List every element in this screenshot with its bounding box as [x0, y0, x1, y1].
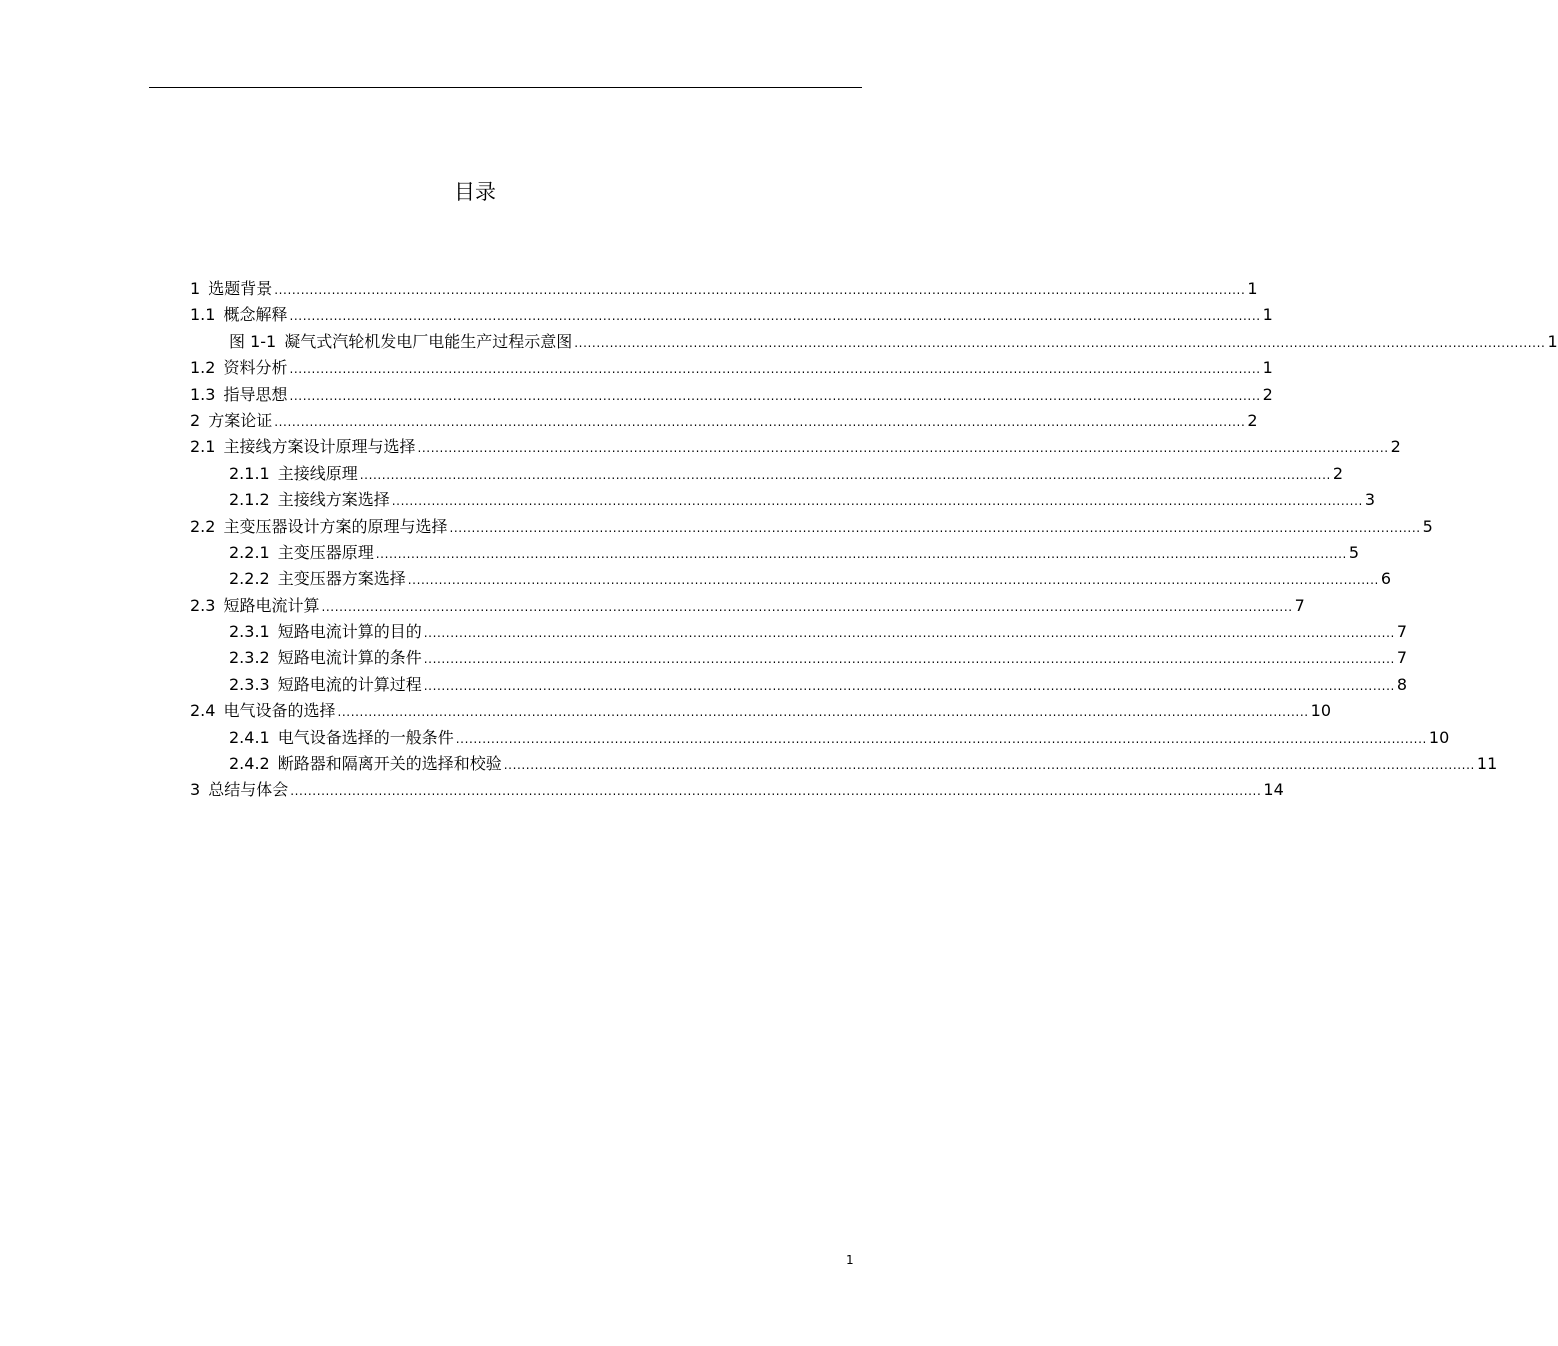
toc-entry-number: 2.3.3 — [229, 674, 270, 694]
toc-entry[interactable] — [190, 672, 1408, 698]
page-number: 1 — [846, 1253, 854, 1267]
toc-entry-text: 选题背景 — [208, 279, 273, 298]
toc-entry-text: 主接线原理 — [277, 463, 358, 483]
toc-dot-leader: ............................................................................................................................................................................................................................ — [407, 573, 1379, 588]
toc-entry-page: 1 — [1547, 331, 1558, 351]
toc-entry-number: 2.1 — [190, 437, 216, 457]
table-of-contents — [190, 276, 1558, 804]
toc-entry[interactable] — [190, 725, 1450, 751]
toc-dot-leader: ............................................................................................................................................................................................................................ — [289, 309, 1261, 324]
toc-entry-number: 2 — [190, 410, 201, 430]
toc-entry-page: 2 — [1262, 384, 1273, 404]
toc-entry-number: 2.4.2 — [229, 754, 270, 774]
header-rule — [149, 87, 862, 88]
toc-entry[interactable] — [190, 329, 1558, 355]
toc-entry[interactable] — [190, 645, 1408, 671]
toc-entry-text: 主接线方案设计原理与选择 — [223, 437, 416, 457]
toc-dot-leader: ............................................................................................................................................................................................................................ — [289, 362, 1261, 377]
toc-entry-page: 7 — [1396, 648, 1408, 668]
toc-dot-leader: ............................................................................................................................................................................................................................ — [289, 388, 1261, 403]
toc-entry-number: 1.1 — [190, 305, 216, 325]
toc-entry-page: 1 — [1262, 305, 1273, 325]
toc-entry-page: 3 — [1364, 490, 1376, 510]
toc-entry[interactable] — [190, 302, 1273, 328]
toc-entry-number: 2.1.1 — [229, 463, 270, 483]
toc-entry[interactable] — [190, 514, 1433, 540]
toc-dot-leader: ............................................................................................................................................................................................................................ — [391, 494, 1363, 509]
toc-entry[interactable] — [190, 751, 1498, 777]
toc-dot-leader: ............................................................................................................................................................................................................................ — [274, 283, 1246, 297]
toc-entry-text: 资料分析 — [223, 358, 288, 378]
toc-entry-number: 2.4 — [190, 701, 216, 721]
toc-entry[interactable] — [190, 540, 1360, 566]
toc-entry-number: 2.2.1 — [229, 542, 270, 562]
toc-entry[interactable] — [190, 276, 1258, 302]
toc-entry-page: 10 — [1310, 701, 1332, 721]
toc-entry-number: 1.3 — [190, 384, 216, 404]
toc-entry-page: 7 — [1396, 622, 1408, 642]
toc-entry-page: 14 — [1263, 780, 1284, 800]
toc-entry-number: 2.3 — [190, 595, 216, 615]
toc-entry-number: 图 1-1 — [229, 331, 277, 351]
toc-dot-leader: ............................................................................................................................................................................................................................ — [321, 599, 1293, 614]
toc-dot-leader: ............................................................................................................................................................................................................................ — [423, 652, 1395, 667]
toc-dot-leader: ............................................................................................................................................................................................................................ — [417, 441, 1389, 456]
toc-dot-leader: ............................................................................................................................................................................................................................ — [274, 414, 1246, 429]
toc-entry[interactable] — [190, 566, 1392, 592]
toc-entry-text: 短路电流的计算过程 — [277, 674, 422, 694]
toc-entry[interactable] — [190, 382, 1273, 408]
toc-entry-text: 电气设备的选择 — [223, 701, 336, 721]
toc-entry[interactable] — [190, 408, 1258, 434]
toc-entry-number: 1.2 — [190, 358, 216, 378]
toc-entry-page: 1 — [1247, 279, 1258, 298]
toc-entry[interactable] — [190, 355, 1273, 381]
toc-entry-text: 主接线方案选择 — [277, 490, 390, 510]
toc-entry-number: 3 — [190, 780, 201, 800]
toc-entry[interactable] — [190, 487, 1376, 513]
toc-entry-text: 凝气式汽轮机发电厂电能生产过程示意图 — [284, 331, 573, 351]
toc-entry-text: 主变压器设计方案的原理与选择 — [223, 516, 448, 536]
toc-entry-text: 方案论证 — [208, 410, 273, 430]
page-title: 目录 — [454, 180, 496, 204]
toc-dot-leader: ............................................................................................................................................................................................................................ — [290, 784, 1262, 799]
toc-entry[interactable] — [190, 593, 1305, 619]
toc-entry-number: 2.3.1 — [229, 622, 270, 642]
toc-dot-leader: ............................................................................................................................................................................................................................ — [375, 546, 1347, 561]
toc-entry-page: 5 — [1348, 542, 1360, 562]
toc-entry-page: 2 — [1390, 437, 1401, 457]
toc-entry-text: 短路电流计算的目的 — [277, 622, 422, 642]
toc-entry-text: 短路电流计算的条件 — [277, 648, 422, 668]
toc-entry-page: 5 — [1422, 516, 1433, 536]
toc-entry-page: 1 — [1262, 358, 1273, 378]
toc-dot-leader: ............................................................................................................................................................................................................................ — [503, 758, 1475, 773]
toc-entry-number: 2.3.2 — [229, 648, 270, 668]
toc-entry-page: 10 — [1428, 727, 1450, 747]
toc-entry[interactable] — [190, 698, 1332, 724]
toc-entry-page: 11 — [1476, 754, 1498, 774]
toc-dot-leader: ............................................................................................................................................................................................................................ — [359, 467, 1331, 482]
toc-entry[interactable] — [190, 777, 1284, 803]
toc-entry-text: 主变压器方案选择 — [277, 569, 406, 589]
toc-entry-page: 7 — [1294, 595, 1305, 615]
toc-entry-text: 总结与体会 — [208, 780, 289, 800]
toc-entry-text: 断路器和隔离开关的选择和校验 — [277, 754, 502, 774]
toc-entry-page: 8 — [1396, 674, 1408, 694]
toc-dot-leader: ............................................................................................................................................................................................................................ — [455, 731, 1427, 746]
toc-dot-leader: ............................................................................................................................................................................................................................ — [449, 520, 1421, 535]
toc-entry-page: 2 — [1247, 410, 1258, 430]
toc-entry-number: 2.2 — [190, 516, 216, 536]
toc-entry-number: 2.1.2 — [229, 490, 270, 510]
toc-dot-leader: ............................................................................................................................................................................................................................ — [423, 678, 1395, 693]
toc-dot-leader: ............................................................................................................................................................................................................................ — [574, 335, 1546, 350]
toc-entry-page: 6 — [1380, 569, 1392, 589]
toc-entry-number: 2.4.1 — [229, 727, 270, 747]
toc-dot-leader: ............................................................................................................................................................................................................................ — [423, 626, 1395, 641]
toc-entry-text: 概念解释 — [223, 305, 288, 325]
toc-entry[interactable] — [190, 434, 1401, 460]
toc-dot-leader: ............................................................................................................................................................................................................................ — [337, 705, 1309, 720]
toc-entry-text: 短路电流计算 — [223, 595, 320, 615]
toc-entry[interactable] — [190, 461, 1344, 487]
toc-entry-text: 主变压器原理 — [277, 542, 374, 562]
toc-entry-text: 电气设备选择的一般条件 — [277, 727, 454, 747]
toc-entry[interactable] — [190, 619, 1408, 645]
toc-entry-number: 1 — [190, 279, 201, 298]
toc-entry-page: 2 — [1332, 463, 1344, 483]
toc-entry-number: 2.2.2 — [229, 569, 270, 589]
toc-entry-text: 指导思想 — [223, 384, 288, 404]
